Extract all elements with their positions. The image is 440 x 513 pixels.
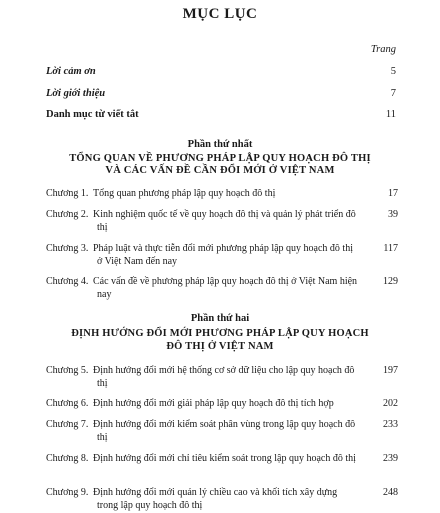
chapter-page: 17	[388, 188, 398, 199]
chapter-title: Kinh nghiệm quốc tế về quy hoạch đô thị và quản lý phát triển đô thị	[93, 209, 356, 233]
chapter-page: 39	[388, 209, 398, 220]
page-column-label: Trang	[370, 44, 396, 55]
toc-entry-label: Lời giới thiệu	[46, 88, 106, 99]
chapter-label: Chương 4.	[46, 276, 89, 287]
chapter-title: Pháp luật và thực tiễn đổi mới phương pháp lập quy hoạch đô thị ở Việt Nam đến nay	[93, 243, 353, 267]
chapter-label: Chương 3.	[46, 243, 89, 254]
part-heading: Phần thứ hai	[190, 313, 250, 324]
page-title: MỤC LỤC	[182, 6, 258, 22]
chapter-label: Chương 6.	[46, 398, 89, 409]
part-title-line: TỔNG QUAN VỀ PHƯƠNG PHÁP LẬP QUY HOẠCH ĐÔ THỊ	[69, 153, 371, 164]
chapter-title: Tổng quan phương pháp lập quy hoạch đô thị	[93, 188, 276, 199]
chapter-page: 239	[383, 453, 398, 464]
part-title-line: ĐÔ THỊ Ở VIỆT NAM	[166, 341, 274, 352]
toc-entry-page: 11	[385, 109, 396, 120]
chapter-title: Định hướng đổi mới kiểm soát phân vùng trong lập quy hoạch đô thị	[93, 419, 356, 443]
part-heading: Phần thứ nhất	[187, 139, 253, 150]
chapter-label: Chương 5.	[46, 365, 89, 376]
part-title-line: VÀ CÁC VẤN ĐỀ CẦN ĐỔI MỚI Ở VIỆT NAM	[105, 165, 335, 176]
chapter-page: 248	[383, 487, 398, 498]
chapter-title: Định hướng đổi mới quản lý chiều cao và khối tích xây dựng trong lập quy hoạch đô thị	[93, 487, 338, 511]
toc-entry-page: 7	[390, 88, 396, 99]
chapter-label: Chương 1.	[46, 188, 89, 199]
chapter-title: Định hướng đổi mới chỉ tiêu kiểm soát trong lập quy hoạch đô thị	[93, 453, 356, 464]
part-title-line: ĐỊNH HƯỚNG ĐỔI MỚI PHƯƠNG PHÁP LẬP QUY HOẠCH	[71, 328, 369, 339]
chapter-title: Định hướng đổi mới giải pháp lập quy hoạch đô thị tích hợp	[93, 398, 334, 409]
toc-entry-page: 5	[390, 66, 396, 77]
toc-entry-label: Lời cảm ơn	[46, 66, 96, 77]
chapter-page: 233	[383, 419, 398, 430]
chapter-label: Chương 8.	[46, 453, 89, 464]
toc-entry-label: Danh mục từ viết tắt	[46, 109, 139, 120]
chapter-page: 202	[383, 398, 398, 409]
chapter-page: 117	[383, 243, 398, 254]
chapter-label: Chương 2.	[46, 209, 89, 220]
chapter-title: Định hướng đổi mới hệ thống cơ sở dữ liệu cho lập quy hoạch đô thị	[93, 365, 355, 389]
chapter-label: Chương 9.	[46, 487, 89, 498]
chapter-title: Các vấn đề về phương pháp lập quy hoạch đô thị ở Việt Nam hiện nay	[93, 276, 358, 300]
chapter-page: 129	[383, 276, 398, 287]
chapter-label: Chương 7.	[46, 419, 89, 430]
chapter-page: 197	[383, 365, 398, 376]
